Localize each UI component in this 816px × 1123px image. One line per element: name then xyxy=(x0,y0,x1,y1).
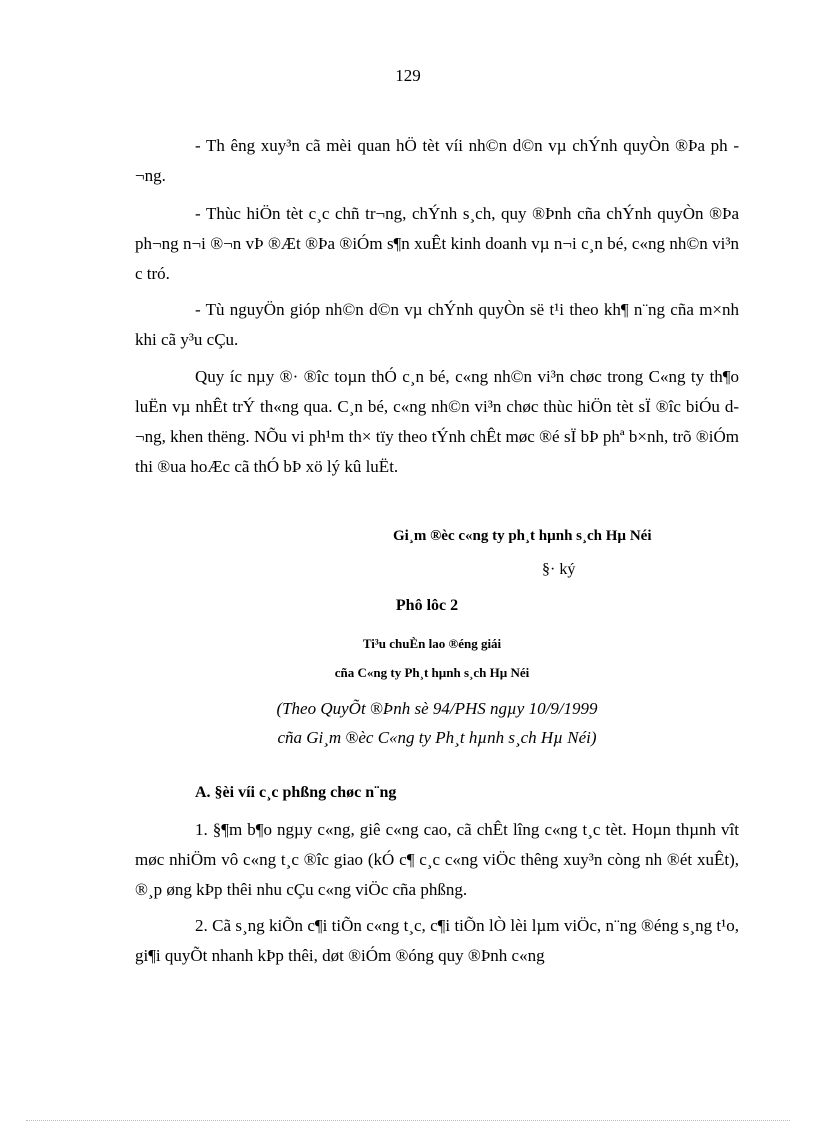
appendix-reference-line2: cña Gi¸m ®èc C«ng ty Ph¸t hµnh s¸ch Hµ Néi) xyxy=(277,728,597,747)
page-bottom-rule xyxy=(26,1120,790,1121)
signature-signed: §· ký xyxy=(542,561,576,578)
criteria-item-1: 1. §¶m b¶o ngµy c«ng, giê c«ng cao, cã chÊt lîng c«ng t¸c tèt. Hoµn thµnh vît møc nhiÖm vô c«ng t¸c ®îc giao (kÓ c¶ c¸c c«ng viÖc thêng xuy³n còng nh ®ét xuÊt), ®¸p øng kÞp thêi nhu cÇu c«ng viÖc cña phßng. xyxy=(135,820,739,899)
appendix-subtitle-line2: cña C«ng ty Ph¸t hµnh s¸ch Hµ Néi xyxy=(334,665,530,680)
paragraph-implement-policies: - Thùc hiÖn tèt c¸c chñ tr¬ng, chÝnh s¸ch, quy ®Þnh cña chÝnh quyÒn ®Þa ph¬ng n¬i ®¬n vÞ ®Æt ®Þa ®iÓm s¶n xuÊt kinh doanh vµ n¬i c¸n bé, c«ng nh©n vi³n c tró. xyxy=(135,204,739,283)
section-heading: A. §èi víi c¸c phßng chøc n¨ng xyxy=(195,784,397,801)
appendix-title: Phô lôc 2 xyxy=(395,597,459,614)
page-number: 129 xyxy=(395,66,421,85)
paragraph-relations: - Th êng xuy³n cã mèi quan hÖ tèt víi nh©n d©n vµ chÝnh quyÒn ®Þa ph ¬ng. xyxy=(135,136,739,185)
paragraph-voluntary-help: - Tù nguyÖn gióp nh©n d©n vµ chÝnh quyÒn së t¹i theo kh¶ n¨ng cña m×nh khi cã y³u cÇu. xyxy=(135,300,739,349)
signature-title: Gi¸m ®èc c«ng ty ph¸t hµnh s¸ch Hµ Néi xyxy=(393,528,652,544)
paragraph-convention-adopted: Quy íc nµy ®· ®îc toµn thÓ c¸n bé, c«ng nh©n vi³n chøc trong C«ng ty th¶o luËn vµ nhÊt trÝ th«ng qua. C¸n bé, c«ng nh©n vi³n chøc thùc hiÖn tèt sÏ ®îc biÓu d¬ng, khen thëng. NÕu vi ph¹m th× tïy theo tÝnh chÊt møc ®é sÏ bÞ phª b×nh, trõ ®iÓm thi ®ua hoÆc cã thÓ bÞ xö lý kû luËt. xyxy=(135,367,739,476)
appendix-reference-line1: (Theo QuyÕt ®Þnh sè 94/PHS ngµy 10/9/1999 xyxy=(276,699,598,718)
appendix-subtitle-line1: Ti³u chuÈn lao ®éng giái xyxy=(362,636,502,651)
criteria-item-2: 2. Cã s¸ng kiÕn c¶i tiÕn c«ng t¸c, c¶i tiÕn lÒ lèi lµm viÖc, n¨ng ®éng s¸ng t¹o, gi¶i quyÕt nhanh kÞp thêi, døt ®iÓm ®óng quy ®Þnh c«ng xyxy=(135,916,739,965)
